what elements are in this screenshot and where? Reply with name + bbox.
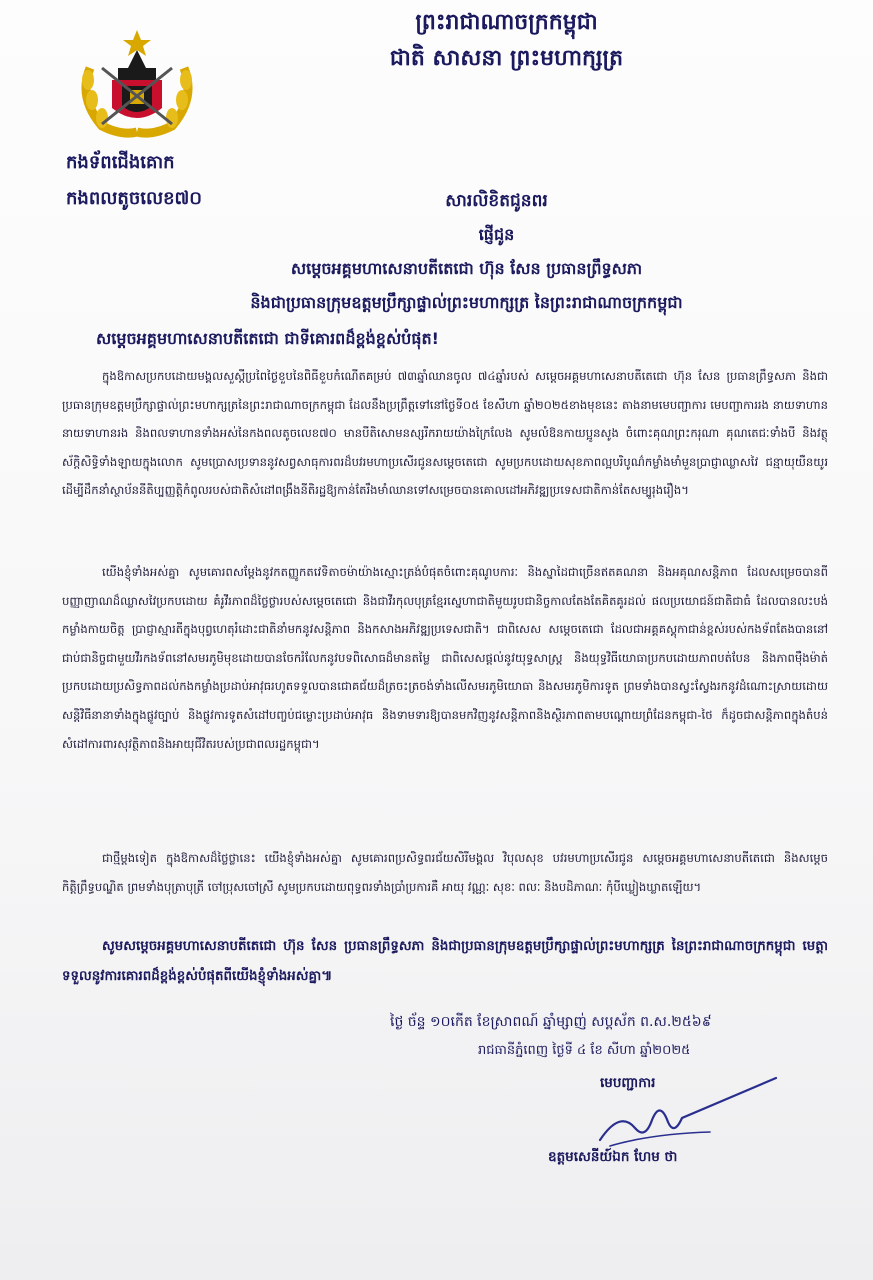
paragraph-3: ជាថ្មីម្តងទៀត ក្នុងឱកាសដ៏ថ្លៃថ្លានេះ យើងខ្ញុំទាំងអស់គ្នា សូមគោរពប្រសិទ្ធពរជ័យសិរីមង្គល វិបុលសុខ បវរមហាប្រសើរជូន សម្តេចអគ្គមហាសេនាបតីតេជោ និងសម្តេចកិត្តិព្រឹទ្ធបណ្ឌិត ព្រមទាំងបុត្រាបុត្រី ចៅប្រុសចៅស្រី សូមប្រកបដោយពុទ្ធពរទាំងប្រាំប្រការគឺ អាយុ វណ្ណៈ សុខៈ ពលៈ និងបដិភាណៈ កុំបីឃ្លៀងឃ្លាតឡើយ។ <box>62 851 828 894</box>
paragraph-1: ក្នុងឱកាសប្រកបដោយមង្គលសួស្តីប្រពៃថ្ងៃខួបនៃពិធីខួបកំណើតគម្រប់ ៧៣ឆ្នាំឈានចូល ៧៤ឆ្នាំរបស់ សម្តេចអគ្គមហាសេនាបតីតេជោ ហ៊ុន សែន ប្រធានព្រឹទ្ធសភា និងជាប្រធានក្រុមឧត្តមប្រឹក្សាផ្ទាល់ព្រះមហាក្សត្រនៃព្រះរាជាណាចក្រកម្ពុជា ដែលនឹងប្រព្រឹត្តទៅនៅថ្ងៃទី០៥ ខែសីហា ឆ្នាំ២០២៥ខាងមុខនេះ តាងនាមមេបញ្ជាការ មេបញ្ជាការរង នាយទាហាន នាយទាហានរង និងពលទាហានទាំងអស់នៃកងពលតូចលេខ៧០ មានបីតិសោមនស្សរីករាយយ៉ាងក្រៃលែង សូមលំឱនកាយប្អូនសូង ចំពោះគុណព្រះករុណា គុណតេជៈទាំងបី និងវត្ថុស័ក្តិសិទ្ធិទាំងឡាយក្នុងលោក សូមប្រោសប្រទាននូវសព្វសាធុការពរដ៏បវរមហាប្រសើរជូនសម្តេចតេជោ សូមប្រកបដោយសុខភាពល្អបរិបូណ៌កម្លាំងមាំមួនប្រាជ្ញាឈ្លាសវៃ ជន្មាយុយឺនយូរ ដើម្បីដឹកនាំស្ថាប័ននីតិប្បញ្ញត្តិកំពូលរបស់ជាតិសំដៅពង្រឹងនីតិរដ្ឋឱ្យកាន់តែរឹងមាំឈានទៅសម្រេចបានគោលដៅអភិវឌ្ឍប្រទេសជាតិកាន់តែសម្បូរុងរឿង។ <box>62 369 828 498</box>
addressee-line-1: សម្តេចអគ្គមហាសេនាបតីតេជោ ហ៊ុន សែន ប្រធានព្រឹទ្ធសភា <box>290 259 643 278</box>
army-emblem-icon <box>72 28 202 140</box>
paragraph-4: សូមសម្តេចអគ្គមហាសេនាបតីតេជោ ហ៊ុន សែន ប្រធានព្រឹទ្ធសភា និងជាប្រធានក្រុមឧត្តមប្រឹក្សាផ្ទាល់ព្រះមហាក្សត្រ នៃព្រះរាជាណាចក្រកម្ពុជា មេត្តាទទួលនូវការគោរពដ៏ខ្ពង់ខ្ពស់បំផុតពីយើងខ្ញុំទាំងអស់គ្នា៕ <box>62 939 828 984</box>
lunar-date: ថ្ងៃ ច័ន្ទ ១០កើត ខែស្រាពណ៍ ឆ្នាំម្សាញ់ សប្តស័ក ព.ស.២៥៦៩ <box>390 1014 712 1030</box>
signatory-name: ឧត្តមសេនីយ៍ឯក ហែម ថា <box>548 1149 678 1165</box>
sender-unit-army: កងទ័ពជើងគោក <box>66 152 175 173</box>
sender-unit-brigade: កងពលតូចលេខ៧០ <box>66 188 203 209</box>
handwritten-signature <box>590 1070 780 1150</box>
to-label: ផ្ញើជូន <box>478 225 515 244</box>
signatory-title: មេបញ្ជាការ <box>600 1075 656 1091</box>
solar-date: រាជធានីភ្នំពេញ ថ្ងៃទី ៤ ខែ សីហា ឆ្នាំ២០២៥ <box>478 1043 691 1058</box>
kingdom-header: ព្រះរាជាណាចក្រកម្ពុជា <box>415 10 598 35</box>
addressee-line-2: និងជាប្រធានក្រុមឧត្តមប្រឹក្សាផ្ទាល់ព្រះមហាក្សត្រ នៃព្រះរាជាណាចក្រកម្ពុជា <box>250 293 683 312</box>
salutation: សម្តេចអគ្គមហាសេនាបតីតេជោ ជាទីគោរពដ៏ខ្ពង់ខ្ពស់បំផុត! <box>96 329 439 348</box>
motto-header: ជាតិ សាសនា ព្រះមហាក្សត្រ <box>389 46 624 71</box>
letter-title: សារលិខិតជូនពរ <box>445 191 548 211</box>
paragraph-2: យើងខ្ញុំទាំងអស់គ្នា សូមគោរពសម្តែងនូវកតញ្ញូកតវេទិតាចម៉ាយ៉ាងស្មោះត្រង់បំផុតចំពោះគុណូបការៈ និងស្នាដៃជាច្រើនឥតគណនា និងអគុណសន្តិភាព ដែលសម្រេចបានពីបញ្ញាញាណដ៏ឈ្លាសវៃប្រកបដោយ គំរូវីរភាពដ៏ថ្លៃថ្លារបស់សម្តេចតេជោ និងជាវីរកុលបុត្រខ្មែរស្នេហាជាតិមួយរូបជានិច្ចកាលតែងតែគិតគូរដល់ ផលប្រយោជន៍ជាតិជាធំ ដែលបានលះបង់កម្លាំងកាយចិត្ត ប្រាជ្ញាស្មារតីក្នុងបុព្វហេតុរំដោះជាតិនាំមកនូវសន្តិភាព និងកសាងអភិវឌ្ឍប្រទេសជាតិ។ ជាពិសេស សម្តេចតេជោ ដែលជាអគ្គគស្គុកាជាន់ខ្ពស់របស់កងទ័ពតែងបាននៅជាប់ជានិច្ចជាមួយវីរកងទ័ពនៅសមរភូមិមុខដោយបានចែករំលែកនូវបទពិសោធដ៏មានតម្លៃ ជាពិសេសផ្តល់នូវយុទ្ធសាស្ត្រ និងយុទ្ធវិធីយោធាប្រកបដោយភាពបត់បែន និងភាពម៉ឺងម៉ាត់ប្រកបដោយប្រសិទ្ធភាពដល់កងកម្លាំងប្រដាប់អាវុធរហូតទទួលបានជោគជ័យដ៏ត្រចះត្រចង់ទាំងលើសមរភូមិយោធា និងសមរភូមិការទូត ព្រមទាំងបានស្វះស្វែងរកនូវដំណោះស្រាយដោយសន្តិវិធីនានាទាំងក្នុងផ្លូវច្បាប់ និងផ្លូវការទូតសំដៅបញ្ចប់ជម្លោះប្រដាប់អាវុធ និងទាមទារឱ្យបានមកវិញនូវសន្តិភាពនិងស្ថិរភាពតាមបណ្តោយព្រំដែនកម្ពុជា-ថៃ ក៏ដូចជាសន្តិភាពក្នុងតំបន់សំដៅការពារសុវត្ថិភាពនិងអាយុជីវិតរបស់ប្រជាពលរដ្ឋកម្ពុជា។ <box>62 565 828 751</box>
